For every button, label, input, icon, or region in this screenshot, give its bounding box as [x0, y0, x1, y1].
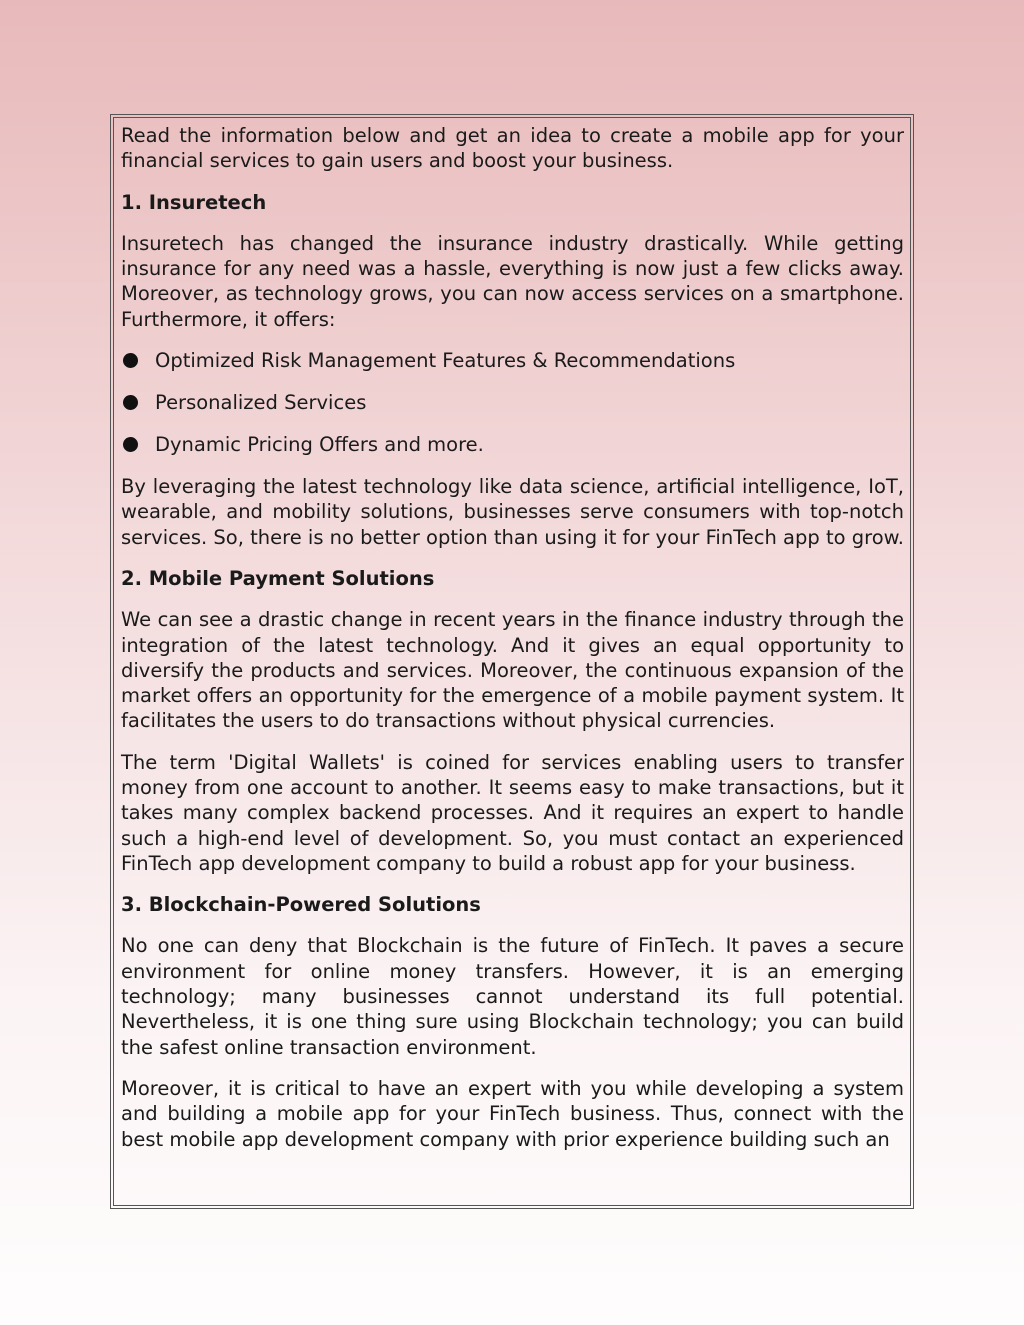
list-item-text: Dynamic Pricing Offers and more. [155, 433, 484, 457]
content-frame-inner [113, 117, 911, 1206]
digital-wallets-paragraph: The term 'Digital Wallets' is coined for services enabling users to transfer money from one account to another. It seems easy to make transactions, but it takes many complex backend processes. And it requires an expert to handle such a high-end level of development. So, you must contact an experienced FinTech app development company to build a robust app for your business. [121, 750, 904, 875]
list-item [121, 390, 904, 415]
bullet-icon [123, 395, 138, 410]
blockchain-closing-paragraph: Moreover, it is critical to have an expert with you while developing a system and building a mobile app for your FinTech business. Thus, connect with the best mobile app development company with prior experience building such an [121, 1076, 904, 1151]
blockchain-paragraph: No one can deny that Blockchain is the future of FinTech. It paves a secure environment for online money transfers. However, it is an emerging technology; many businesses cannot understand its full potential. Nevertheless, it is one thing sure using Blockchain technology; you can build the safest online transaction environment. [121, 934, 904, 1059]
bullet-icon [123, 437, 138, 452]
section-heading-blockchain: 3. Blockchain-Powered Solutions [121, 893, 481, 917]
section-heading-insuretech: 1. Insuretech [121, 190, 267, 214]
mobile-payment-paragraph: We can see a drastic change in recent years in the finance industry through the integration of the latest technology. And it gives an equal opportunity to diversify the products and services. Moreover, the continuous expansion of the market offers an opportunity for the emergence of a mobile payment system. It facilitates the users to do transactions without physical currencies. [121, 608, 904, 733]
bullet-icon [123, 353, 138, 368]
list-item-text: Optimized Risk Management Features & Recommendations [155, 349, 736, 373]
insuretech-offers-list [121, 348, 904, 457]
list-item [121, 348, 904, 373]
list-item-text: Personalized Services [155, 391, 367, 415]
section-heading-mobile-payment: 2. Mobile Payment Solutions [121, 566, 435, 590]
content-frame [110, 114, 914, 1209]
intro-paragraph: Read the information below and get an idea to create a mobile app for your financial services to gain users and boost your business. [121, 124, 904, 173]
list-item [121, 432, 904, 457]
insuretech-paragraph: Insuretech has changed the insurance industry drastically. While getting insurance for any need was a hassle, everything is now just a few clicks away. Moreover, as technology grows, you can now access services on a smartphone. Furthermore, it offers: [121, 231, 904, 331]
insuretech-closing-paragraph: By leveraging the latest technology like data science, artificial intelligence, IoT, wearable, and mobility solutions, businesses serve consumers with top-notch services. So, there is no better option than using it for your FinTech app to grow. [121, 475, 904, 549]
